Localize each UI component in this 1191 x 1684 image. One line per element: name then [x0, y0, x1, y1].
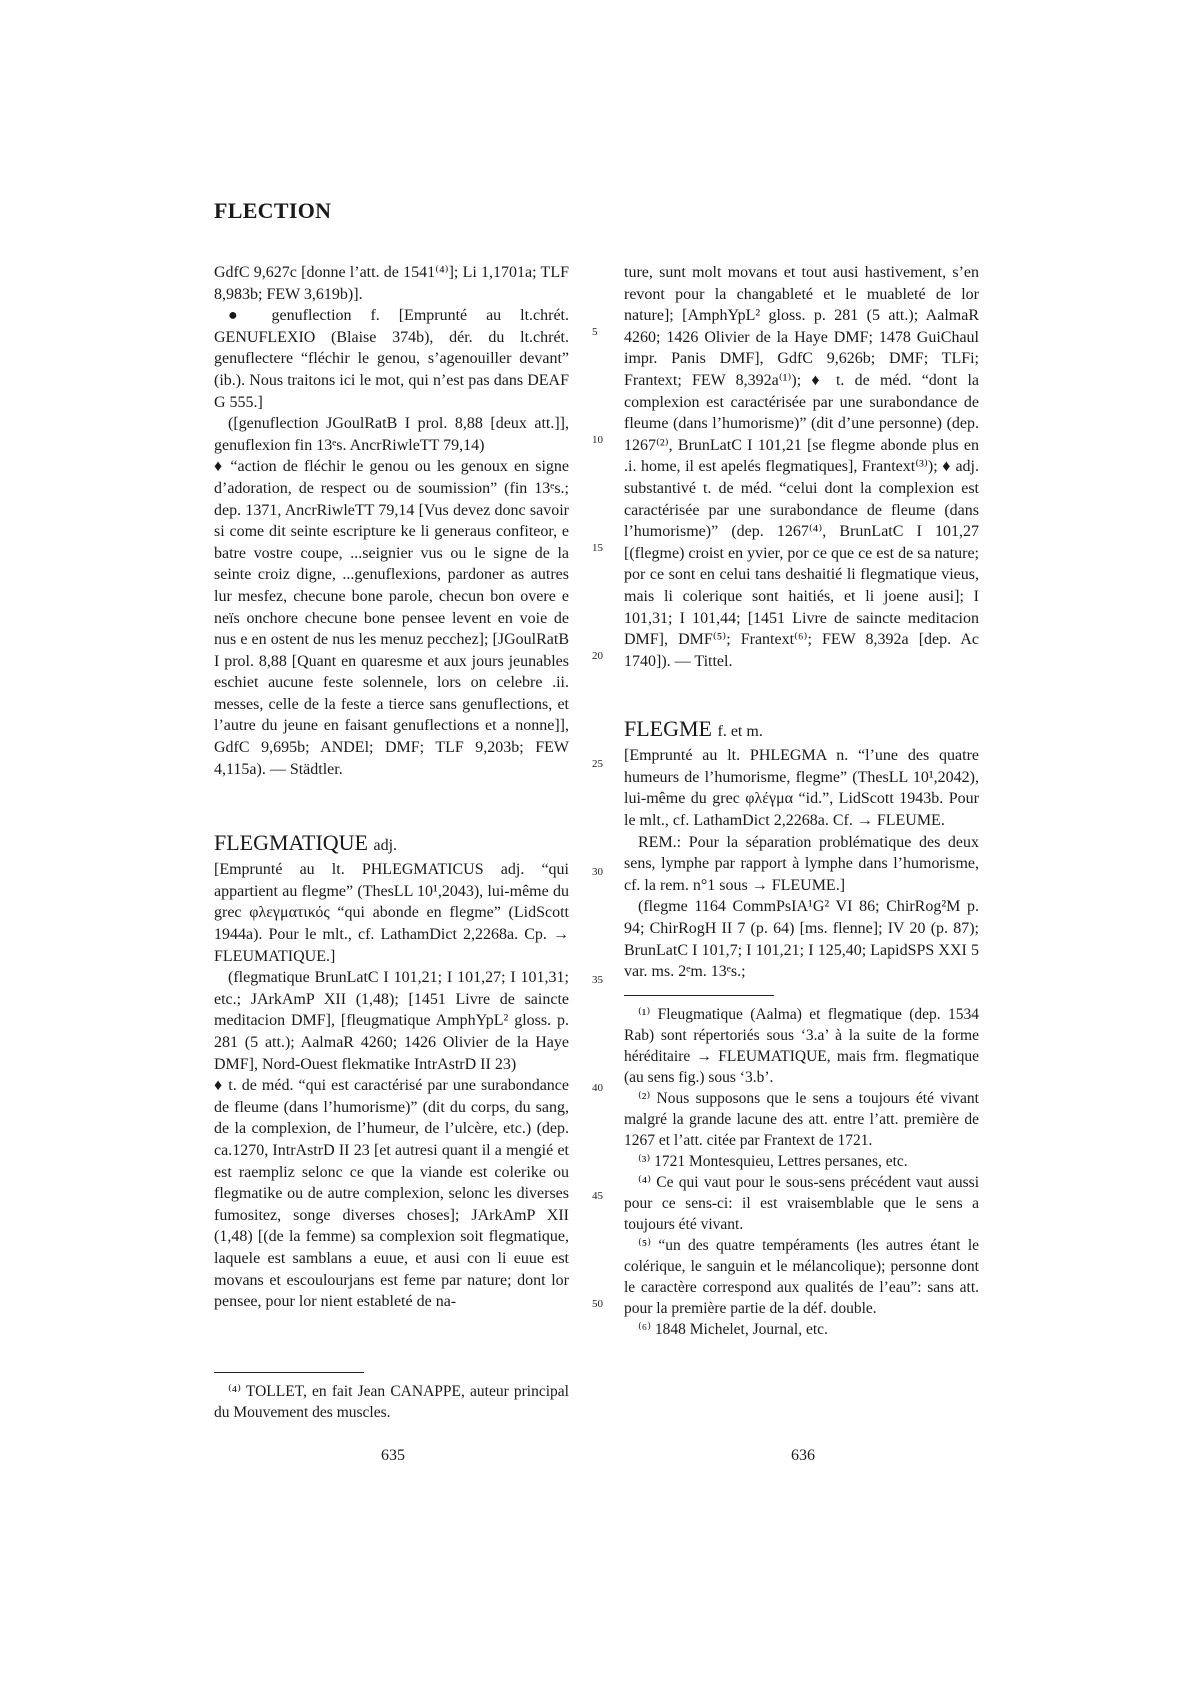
- page-number-left: 635: [381, 1447, 405, 1464]
- line-number: 25: [592, 758, 603, 770]
- line-number: 5: [592, 326, 598, 338]
- entry-grammar: f. et m.: [717, 723, 763, 741]
- line-number: 10: [592, 434, 603, 446]
- paragraph: GdfC 9,627c [donne l’att. de 1541⁽⁴⁾]; Li 1,1701a; TLF 8,983b; FEW 3,619b)].: [214, 264, 569, 303]
- entry-heading-flegme: [624, 716, 979, 745]
- footnote: ⁽²⁾ Nous supposons que le sens a toujours été vivant malgré la grande lacune des att. entre l’att. première de 1267 et l’att. citée par Frantext de 1721.: [624, 1089, 979, 1149]
- entry-heading-flegmatique: [214, 830, 569, 859]
- footnote: ⁽³⁾ 1721 Montesquieu, Lettres persanes, etc.: [638, 1152, 908, 1170]
- entry-title: FLEGME: [624, 716, 712, 742]
- line-number: 30: [592, 866, 603, 878]
- forms-paragraph: (flegmatique BrunLatC I 101,21; I 101,27; I 101,31; etc.; JArkAmP XII (1,48); [1451 Livre de saincte meditacion DMF], [fleugmatique AmphYpL² gloss. p. 281 (5 att.); AalmaR 4260; 1426 Olivier de la Haye DMF], Nord-Ouest flekmatike IntrAstrD II 23): [214, 969, 569, 1073]
- sense-paragraph: ♦ “action de fléchir le genou ou les genoux en signe d’adoration, de respect ou de soumission” (fin 13ᵉs.; dep. 1371, AncrRiwleTT 79,14 [Vus devez donc savoir si come dit seinte escripture ke li generaus confiteor, e batre vostre coupe, ...seignier vus ou le signe de la seinte croiz digne, ...genuflexions, pardoner as autres lur mesfez, checune bone parole, checun bon overe e neïs onchore checune bone pensee levent en voie de nus e en ostent de nus les menuz pecchez]; [JGoulRatB I prol. 8,88 [Quant en quaresme et aux jours jeunables eschiet aucune feste solennele, lors on celebre .ii. messes, celle de la feste a tierce sans genuflections, et l’autre du jeune en faisant genuflections et a nonne]], GdfC 9,695b; ANDEl; DMF; TLF 9,203b; FEW 4,115a). — Städtler.: [214, 458, 569, 778]
- line-number: 35: [592, 974, 603, 986]
- sense-paragraph: ♦ t. de méd. “qui est caractérisé par une surabondance de fleume (dans l’humorisme)” (dit du corps, du sang, de la complexion, de l’humeur, de l’ulcère, etc.) (dep. ca.1270, IntrAstrD II 23 [et autresi quant il a mengié et est raempliz selonc ce que la viande est colerike ou flegmatike ou de autre complexion, selonc les diverses fumositez, songe diverses choses]; JArkAmP XII (1,48) [(de la femme) sa complexion soit flegmatique, laquele est samblans a euue, et ausi con li euue est movans et escoulourjans est feme par nature; dont lor pensee, pour lor nient estableté de na-: [214, 1077, 569, 1311]
- page-number-right: 636: [791, 1447, 815, 1464]
- line-number: 15: [592, 542, 603, 554]
- forms-paragraph: (flegme 1164 CommPsIA¹G² VI 86; ChirRog²M p. 94; ChirRogH II 7 (p. 64) [ms. flenne]; IV 20 (p. 87); BrunLatC I 101,7; I 101,21; I 125,40; LapidSPS XXI 5 var. ms. 2ᵉm. 13ᵉs.;: [624, 898, 979, 981]
- footnote: ⁽⁶⁾ 1848 Michelet, Journal, etc.: [638, 1320, 828, 1338]
- footnote: ⁽⁴⁾ TOLLET, en fait Jean CANAPPE, auteur principal du Mouvement des muscles.: [214, 1383, 569, 1421]
- line-number: 50: [592, 1298, 603, 1310]
- running-title: FLECTION: [214, 198, 332, 223]
- footnote: ⁽⁵⁾ “un des quatre tempéraments (les autres étant le colérique, le sanguin et le mélancolique); personne dont le caractère correspond aux qualités de l’eau”: sans att. pour la première partie de la déf. double.: [624, 1236, 979, 1317]
- entry-grammar: adj.: [373, 837, 398, 855]
- entry-title: FLEGMATIQUE: [214, 830, 368, 856]
- forms-paragraph: ([genuflection JGoulRatB I prol. 8,88 [deux att.]], genuflexion fin 13ᵉs. AncrRiwleTT 79,14): [214, 415, 569, 454]
- paragraph: ture, sunt molt movans et tout ausi hastivement, s’en revont pour la changableté et le muableté de lor nature]; [AmphYpL² gloss. p. 281 (5 att.); AalmaR 4260; 1426 Olivier de la Haye DMF; 1478 GuiChaul impr. Panis DMF], GdfC 9,626b; DMF; TLFi; Frantext; FEW 8,392a⁽¹⁾); ♦ t. de méd. “dont la complexion est caractérisée par une surabondance de fleume (dans l’humorisme)” (dit d’une personne) (dep. 1267⁽²⁾, BrunLatC I 101,21 [se flegme abonde plus en .i. home, il est apelés flegmatiques], Frantext⁽³⁾); ♦ adj. substantivé t. de méd. “celui dont la complexion est caractérisée par une surabondance de fleume (dans l’humorisme)” (dep. 1267⁽⁴⁾, BrunLatC I 101,27 [(flegme) croist en yvier, por ce que ce est de sa nature; por ce sont en celui tans deshaitié li flegmatique vieus, mais li colerique sont haitiés, et li joene ausi]; I 101,31; I 101,44; [1451 Livre de saincte meditacion DMF], DMF⁽⁵⁾; Frantext⁽⁶⁾; FEW 8,392a [dep. Ac 1740]). — Tittel.: [624, 264, 979, 670]
- line-number: 40: [592, 1082, 603, 1094]
- line-number: 20: [592, 650, 603, 662]
- right-column: [624, 262, 979, 1340]
- remark-paragraph: REM.: Pour la séparation problématique des deux sens, lymphe par rapport à lymphe dans l’humorisme, cf. la rem. n°1 sous → FLEUME.]: [624, 833, 979, 894]
- etymology-paragraph: [Emprunté au lt. PHLEGMATICUS adj. “qui appartient au flegme” (ThesLL 10¹,2043), lui-même du grec φλεγματικός “qui abonde en flegme” (LidScott 1944a). Pour le mlt., cf. LathamDict 2,2268a. Cp. → FLEUMATIQUE.]: [214, 861, 569, 965]
- line-number: 45: [592, 1190, 603, 1202]
- left-column: [214, 262, 569, 1313]
- footnote: ⁽⁴⁾ Ce qui vaut pour le sous-sens précédent vaut aussi pour ce sens-ci: il est vraisemblable que le sens a toujours été vivant.: [624, 1173, 979, 1233]
- left-footnotes: [214, 1360, 569, 1423]
- etymology-paragraph: [Emprunté au lt. PHLEGMA n. “l’une des quatre humeurs de l’humorisme, flegme” (ThesLL 10¹,2042), lui-même du grec φλέγμα “id.”, LidScott 1943b. Pour le mlt., cf. LathamDict 2,2268a. Cf. → FLEUME.: [624, 747, 979, 830]
- footnote: ⁽¹⁾ Fleugmatique (Aalma) et flegmatique (dep. 1534 Rab) sont répertoriés sous ‘3.a’ à la suite de la forme héréditaire → FLEUMATIQUE, mais frm. flegmatique (au sens fig.) sous ‘3.b’.: [624, 1005, 979, 1086]
- entry-genuflection: ● genuflection f. [Emprunté au lt.chrét. GENUFLEXIO (Blaise 374b), dér. du lt.chrét. genuflectere “fléchir le genou, s’agenouiller devant” (ib.). Nous traitons ici le mot, qui n’est pas dans DEAF G 555.]: [214, 307, 569, 411]
- footnote-rule: [214, 1372, 364, 1373]
- footnote-rule: [624, 995, 774, 996]
